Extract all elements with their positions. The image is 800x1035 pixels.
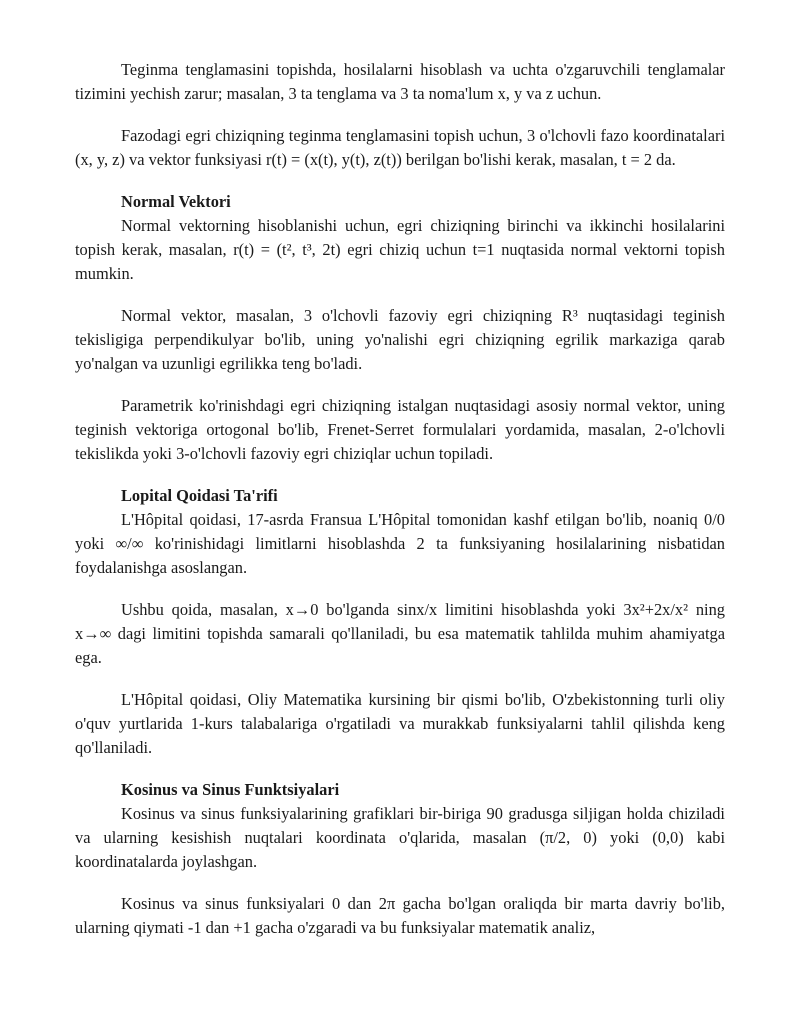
lopital-paragraph-3: L'Hôpital qoidasi, Oliy Matematika kursining bir qismi bo'lib, O'zbekistonning turli oliy o'quv yurtlarida 1-kurs talabalariga o'rgatiladi va murakkab funksiyalarni tahlil qilishda keng qo'llaniladi. — [75, 690, 725, 757]
normal-paragraph-2: Normal vektor, masalan, 3 o'lchovli fazoviy egri chiziqning R³ nuqtasidagi teginish tekisligiga perpendikulyar bo'lib, uning yo'nalishi egri chiziqning egrilik markaziga qarab yo'nalgan va uzunligi egrilikka teng bo'ladi. — [75, 306, 725, 373]
kosinus-paragraph-1: Kosinus va sinus funksiyalarining grafiklari bir-biriga 90 gradusga siljigan holda chiziladi va ularning kesishish nuqtalari koordinata o'qlarida, masalan (π/2, 0) yoki (0,0) kabi koordinatalarda joylashgan. — [75, 804, 725, 871]
section-heading-normal-vektori: Normal Vektori — [121, 192, 231, 211]
normal-paragraph-1: Normal vektorning hisoblanishi uchun, egri chiziqning birinchi va ikkinchi hosilalarini topish kerak, masalan, r(t) = (t², t³, 2t) egri chiziq uchun t=1 nuqtasida normal vektorni topish mumkin. — [75, 216, 725, 283]
intro-paragraph-2: Fazodagi egri chiziqning teginma tenglamasini topish uchun, 3 o'lchovli fazo koordinatalari (x, y, z) va vektor funksiyasi r(t) = (x(t), y(t), z(t)) berilgan bo'lishi kerak, masalan, t = 2 da. — [75, 126, 725, 169]
section-heading-kosinus-sinus: Kosinus va Sinus Funktsiyalari — [121, 780, 340, 799]
intro-paragraph-1: Teginma tenglamasini topishda, hosilalarni hisoblash va uchta o'zgaruvchili tenglamalar tizimini yechish zarur; masalan, 3 ta tenglama va 3 ta noma'lum x, y va z uchun. — [75, 60, 725, 103]
document-page — [75, 58, 725, 958]
kosinus-paragraph-2: Kosinus va sinus funksiyalari 0 dan 2π gacha bo'lgan oraliqda bir marta davriy bo'lib, ularning qiymati -1 dan +1 gacha o'zgaradi va bu funksiyalar matematik analiz, — [75, 894, 725, 937]
lopital-paragraph-1: L'Hôpital qoidasi, 17-asrda Fransua L'Hôpital tomonidan kashf etilgan bo'lib, noaniq 0/0 yoki ∞/∞ ko'rinishidagi limitlarni hisoblashda 2 ta funksiyaning hosilalarining nisbatidan foydalanishga asoslangan. — [75, 510, 725, 577]
normal-paragraph-3: Parametrik ko'rinishdagi egri chiziqning istalgan nuqtasidagi asosiy normal vektor, uning teginish vektoriga ortogonal bo'lib, Frenet-Serret formulalari yordamida, masalan, 2-o'lchovli tekislikda yoki 3-o'lchovli fazoviy egri chiziqlar uchun topiladi. — [75, 396, 725, 463]
lopital-paragraph-2: Ushbu qoida, masalan, x→0 bo'lganda sinx/x limitini hisoblashda yoki 3x²+2x/x² ning x→∞ dagi limitini topishda samarali qo'llaniladi, bu esa matematik tahlilda muhim ahamiyatga ega. — [75, 600, 725, 667]
section-heading-lopital: Lopital Qoidasi Ta'rifi — [121, 486, 278, 505]
